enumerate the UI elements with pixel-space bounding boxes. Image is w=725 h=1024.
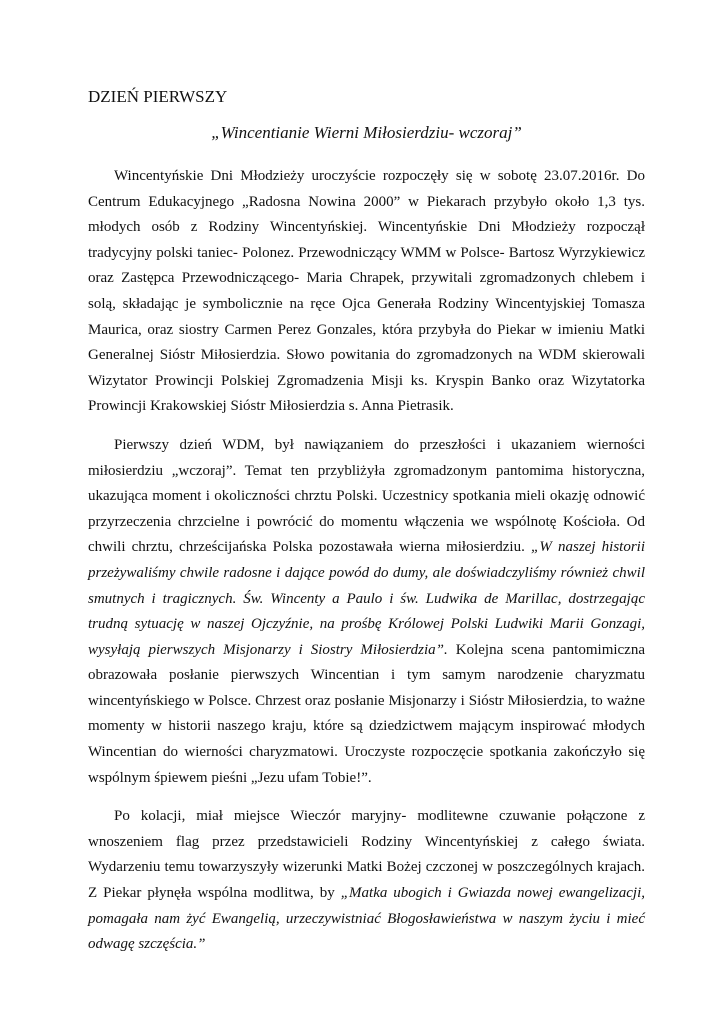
paragraph-2 xyxy=(88,433,645,791)
text-run: Kolejna scena pantomimiczna obrazowała posłanie pierwszych Wincentian i tym samym narodzenie charyzmatu wincentyńskiego w Polsce. Chrzest oraz posłanie Misjonarzy i Sióstr Miłosierdzia, to ważne momenty w historii naszego kraju, które są dziedzictwem mającym inspirować młodych Wincentian do wierności charyzmatowi. Uroczyste rozpoczęcie spotkania zakończyło się wspólnym śpiewem pieśni „Jezu ufam Tobie!”. xyxy=(88,641,645,786)
page-heading: DZIEŃ PIERWSZY xyxy=(88,87,228,106)
text-run: Po kolacji, miał miejsce Wieczór maryjny- modlitewne czuwanie połączone z wnoszeniem flag przez przedstawicieli Rodziny Wincentyńskiej z całego świata. Wydarzeniu temu towarzyszyły wizerunki Matki Bożej czczonej w poszczególnych krajach. Z Piekar płynęła wspólna modlitwa, by xyxy=(88,808,645,902)
page-subtitle: „Wincentianie Wierni Miłosierdziu- wczoraj” xyxy=(211,123,522,142)
paragraph-1 xyxy=(88,164,645,420)
text-run: Wincentyńskie Dni Młodzieży uroczyście rozpoczęły się w sobotę 23.07.2016r. Do Centrum Edukacyjnego „Radosna Nowina 2000” w Piekarach przybyło około 1,3 tys. młodych osób z Rodziny Wincentyńskiej. Wincentyńskie Dni Młodzieży rozpoczął tradycyjny polski taniec- Polonez. Przewodniczący WMM w Polsce- Bartosz Wyrzykiewicz oraz Zastępca Przewodniczącego- Maria Chrapek, przywitali zgromadzonych chlebem i solą, składając je symbolicznie na ręce Ojca Generała Rodziny Wincentyjskiej Tomasza Maurica, oraz siostry Carmen Perez Gonzales, która przybyła do Piekar w imieniu Matki Generalnej Sióstr Miłosierdzia. Słowo powitania do zgromadzonych na WDM skierowali Wizytator Prowincji Polskiej Zgromadzenia Misji ks. Kryspin Banko oraz Wizytatorka Prowincji Krakowskiej Sióstr Miłosierdzia s. Anna Pietrasik. xyxy=(88,168,645,415)
italic-quote: „W naszej historii przeżywaliśmy chwile radosne i dające powód do dumy, ale doświadczyliśmy również chwil smutnych i tragicznych. Św. Wincenty a Paulo i św. Ludwika de Marillac, dostrzegając trudną sytuację w naszej Ojczyźnie, na prośbę Królowej Polski Ludwiki Marii Gonzagi, wysyłają pierwszych Misjonarzy i Siostry Miłosierdzia”. xyxy=(88,539,646,658)
text-run: Pierwszy dzień WDM, był nawiązaniem do przeszłości i ukazaniem wierności miłosierdziu „wczoraj”. Temat ten przybliżyła zgromadzonym pantomima historyczna, ukazująca moment i okoliczności chrztu Polski. Uczestnicy spotkania mieli okazję odnowić przyrzeczenia chrzcielne i powrócić do momentu włączenia we wspólnotę Kościoła. Od chwili chrztu, chrześcijańska Polska pozostawała wierna miłosierdziu. xyxy=(88,436,645,556)
paragraph-3 xyxy=(88,804,645,958)
italic-quote: „Matka ubogich i Gwiazda nowej ewangelizacji, pomagała nam żyć Ewangelią, urzeczywistniać Błogosławieństwa w naszym życiu i mieć odwagę szczęścia.” xyxy=(88,885,645,953)
